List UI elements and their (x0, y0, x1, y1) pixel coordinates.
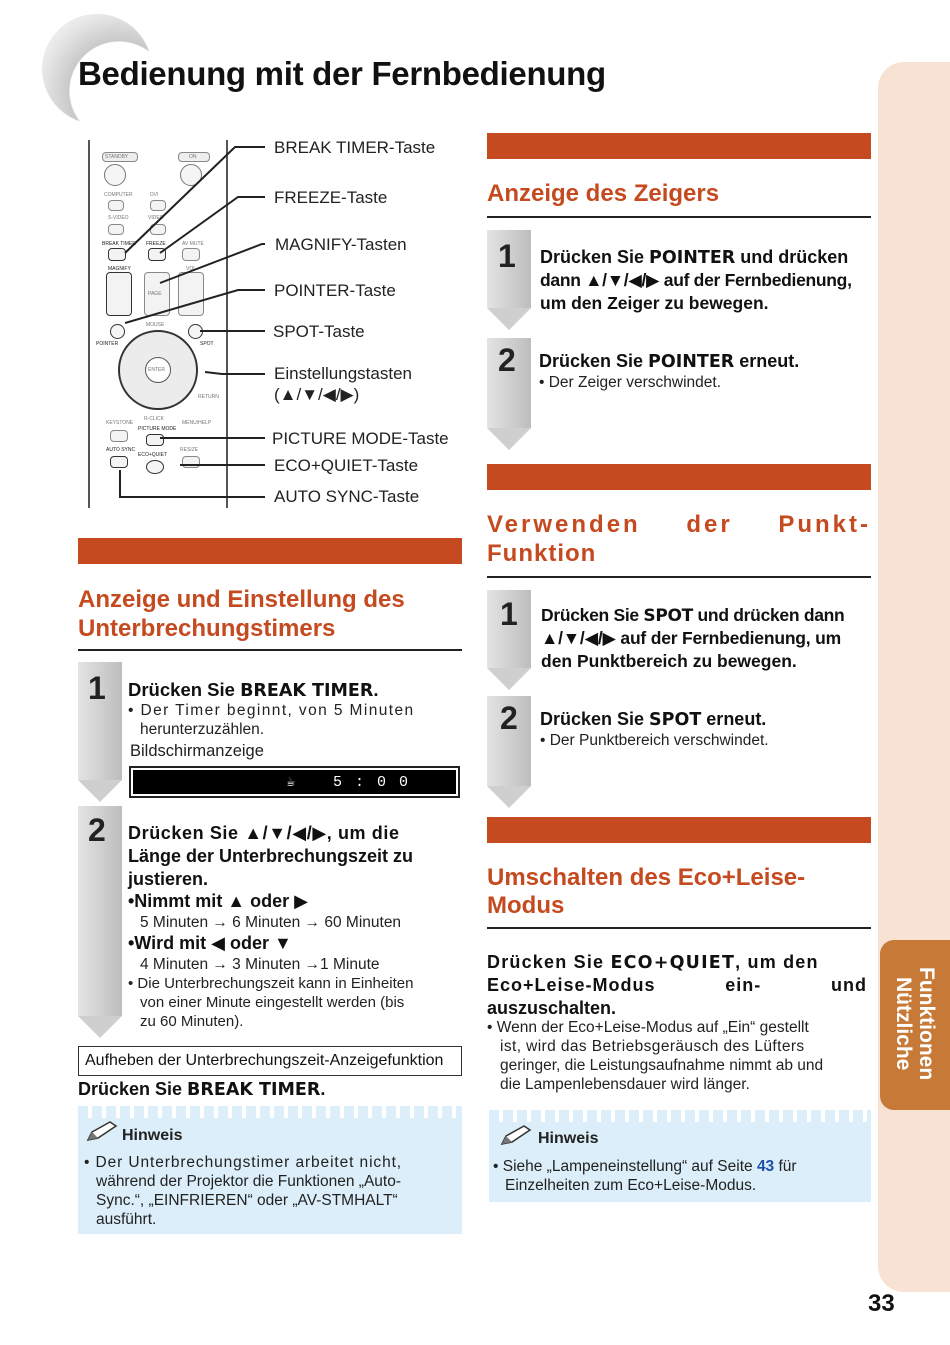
keystone-label: KEYSTONE (106, 420, 134, 426)
section-title-pointer: Anzeige des Zeigers (487, 180, 720, 207)
spot-label: SPOT (200, 341, 214, 347)
note-left-line1: • Der Unterbrechungstimer arbeitet nicht, (84, 1154, 403, 1171)
chapter-tab-label (884, 944, 946, 1104)
coffee-cup-icon: ☕ (286, 774, 297, 791)
note-left-line4: ausführt. (96, 1211, 157, 1228)
return-label: RETURN (198, 394, 219, 400)
section-bar-pointer (487, 133, 871, 159)
note-heading-left: Hinweis (122, 1127, 183, 1144)
chapter-tab-line1: Nützliche (892, 977, 915, 1071)
section-rule (78, 649, 462, 651)
pencil-icon (500, 1124, 534, 1148)
eco-line1: Drücken Sie ECO+QUIET, um den (487, 952, 819, 973)
callout-freeze: FREEZE-Taste (274, 188, 388, 207)
spot-title-word-3: Punkt- (778, 511, 871, 538)
callout-auto-sync: AUTO SYNC-Taste (274, 487, 420, 506)
step-number-spot-2: 2 (500, 700, 518, 736)
magnify-label: MAGNIFY (108, 266, 131, 272)
step-number-2: 2 (88, 812, 106, 848)
step2-sub2-title: •Wird mit ◀ oder ▼ (128, 933, 292, 953)
section-rule (487, 576, 871, 578)
section-bar-spot (487, 464, 871, 490)
note-left-line2: während der Projektor die Funktionen „Auto- (96, 1173, 401, 1190)
svideo-label: S-VIDEO (108, 215, 129, 221)
spot-step2-bullet: • Der Punktbereich verschwindet. (540, 732, 769, 749)
pointer-label: POINTER (96, 341, 119, 347)
section-bar-break-timer (78, 538, 462, 564)
note-right-line2: Einzelheiten zum Eco+Leise-Modus. (505, 1177, 757, 1194)
spot-title-word-2: der (686, 511, 733, 538)
mouse-label: MOUSE (146, 322, 165, 328)
section-title-eco-1: Umschalten des Eco+Leise- (487, 864, 806, 891)
spot-step2-line: Drücken Sie SPOT erneut. (540, 709, 767, 730)
step1-bullet-2: herunterzuzählen. (140, 721, 265, 738)
section-title-eco-2: Modus (487, 892, 565, 919)
callout-magnify: MAGNIFY-Tasten (275, 235, 407, 254)
pointer-step2-bullet: • Der Zeiger verschwindet. (539, 374, 722, 391)
note-right-line1: • Siehe „Lampeneinstellung“ auf Seite 43 für (493, 1158, 797, 1175)
section-rule (487, 927, 871, 929)
step-number-1: 1 (88, 670, 106, 706)
step1-instruction: Drücken Sie BREAK TIMER. (128, 679, 379, 701)
pointer-step1-line2: dann ▲/▼/◀/▶ auf der Fernbedienung, (540, 270, 852, 290)
callout-eco-quiet: ECO+QUIET-Taste (274, 456, 419, 475)
onscreen-display (133, 770, 456, 794)
chapter-tab-line2: Funktionen (915, 967, 938, 1081)
key-spot: SPOT (643, 606, 693, 626)
note-top-edge (78, 1106, 462, 1118)
on-label: ON (189, 154, 197, 160)
spot-title-word-1: Verwenden (487, 511, 641, 538)
standby-label: STANDBY (105, 154, 129, 160)
auto-sync-label: AUTO SYNC (106, 447, 136, 453)
key-spot-2: SPOT (649, 710, 702, 730)
eco-quiet-label: ECO+QUIET (138, 452, 168, 458)
computer-label: COMPUTER (104, 192, 133, 198)
note-left-line3: Sync.“, „EINFRIEREN“ oder „AV-STMHALT“ (96, 1192, 398, 1209)
key-eco-quiet: ECO+QUIET (610, 953, 736, 973)
spot-step1-line2: ▲/▼/◀/▶ auf der Fernbedienung, um (541, 628, 841, 648)
pointer-step1-line3: um den Zeiger zu bewegen. (540, 293, 769, 313)
menu-help-label: MENU/HELP (182, 420, 212, 426)
key-pointer: POINTER (649, 248, 736, 268)
eco-bullet-3: geringer, die Leistungsaufnahme nimmt ab und (500, 1057, 824, 1074)
spot-step1-line3: den Punktbereich zu bewegen. (541, 651, 797, 671)
pointer-step1-line1: Drücken Sie POINTER und drücken (540, 247, 849, 268)
eco-bullet-2: ist, wird das Betriebsgeräusch des Lüfters (500, 1038, 805, 1055)
step-number-pointer-2: 2 (498, 342, 516, 378)
section-rule (487, 216, 871, 218)
freeze-label: FREEZE (146, 241, 166, 247)
key-break-timer-2: BREAK TIMER (187, 1080, 321, 1100)
note-heading-right: Hinweis (538, 1130, 599, 1147)
eco-line2-part2: ein- (725, 975, 762, 995)
pencil-icon (86, 1120, 120, 1144)
step2-bullet-2: von einer Minute eingestellt werden (bis (140, 994, 405, 1011)
callout-break-timer: BREAK TIMER-Taste (274, 138, 436, 157)
callout-adjust-keys: Einstellungstasten (274, 364, 412, 383)
callout-picture-mode: PICTURE MODE-Taste (272, 429, 449, 448)
break-timer-label: BREAK TIMER (102, 241, 136, 247)
section-title-break-timer-1: Anzeige und Einstellung des (78, 586, 405, 613)
video-label: VIDEO (148, 215, 164, 221)
step2-line2: Länge der Unterbrechungszeit zu (128, 846, 414, 866)
callout-pointer: POINTER-Taste (274, 281, 396, 300)
eco-line2-part1: Eco+Leise-Modus (487, 975, 656, 995)
vol-label: VOL (186, 266, 197, 272)
step-number-spot-1: 1 (500, 596, 518, 632)
spot-step1-line1: Drücken Sie SPOT und drücken dann (541, 605, 845, 626)
cancel-instruction: Drücken Sie BREAK TIMER. (78, 1079, 326, 1100)
r-click-label: R-CLICK (144, 416, 165, 422)
enter-label: ENTER (148, 367, 165, 373)
section-bar-eco (487, 817, 871, 843)
eco-line2-part3: und (831, 975, 867, 995)
callout-adjust-arrows: (▲/▼/◀/▶) (274, 385, 360, 404)
eco-bullet-4: die Lampenlebensdauer wird länger. (500, 1076, 750, 1093)
picture-mode-label: PICTURE MODE (138, 426, 177, 432)
step-number-pointer-1: 1 (498, 238, 516, 274)
page-title: Bedienung mit der Fernbedienung (78, 55, 606, 92)
page-number: 33 (868, 1290, 895, 1317)
resize-label: RESIZE (180, 447, 199, 453)
step2-sub1-title: •Nimmt mit ▲ oder ▶ (128, 891, 308, 911)
timer-display: 5 : 0 0 (332, 773, 410, 791)
step1-bullet-1: • Der Timer beginnt, von 5 Minuten (128, 702, 415, 719)
dvi-label: DVI (150, 192, 159, 198)
eco-line2 (487, 974, 867, 997)
section-title-spot-2: Funktion (487, 540, 597, 567)
av-mute-label: AV MUTE (182, 241, 204, 247)
eco-bullet-1: • Wenn der Eco+Leise-Modus auf „Ein“ gestellt (487, 1019, 809, 1036)
step2-sub2-text: 4 Minuten → 3 Minuten →1 Minute (140, 956, 380, 973)
section-title-break-timer-2: Unterbrechungstimers (78, 615, 336, 642)
step2-line3: justieren. (128, 869, 209, 889)
note-top-edge (489, 1110, 871, 1122)
step2-line1: Drücken Sie ▲/▼/◀/▶, um die (128, 823, 400, 843)
page-label: PAGE (148, 291, 162, 297)
step2-bullet-3: zu 60 Minuten). (140, 1013, 244, 1030)
cancel-function-box: Aufheben der Unterbrechungszeit-Anzeigefunktion (78, 1046, 462, 1076)
key-break-timer: BREAK TIMER (240, 681, 374, 701)
section-title-spot-1 (487, 511, 871, 539)
step2-bullet-1: • Die Unterbrechungszeit kann in Einheiten (128, 975, 414, 992)
pointer-step2-line: Drücken Sie POINTER erneut. (539, 351, 800, 372)
callout-spot: SPOT-Taste (273, 322, 365, 341)
onscreen-display-box (129, 766, 460, 798)
display-label: Bildschirmanzeige (130, 742, 264, 760)
page-link[interactable]: 43 (756, 1158, 775, 1175)
key-pointer-2: POINTER (648, 352, 735, 372)
step2-sub1-text: 5 Minuten → 6 Minuten → 60 Minuten (140, 914, 402, 931)
eco-line3: auszuschalten. (487, 998, 617, 1018)
